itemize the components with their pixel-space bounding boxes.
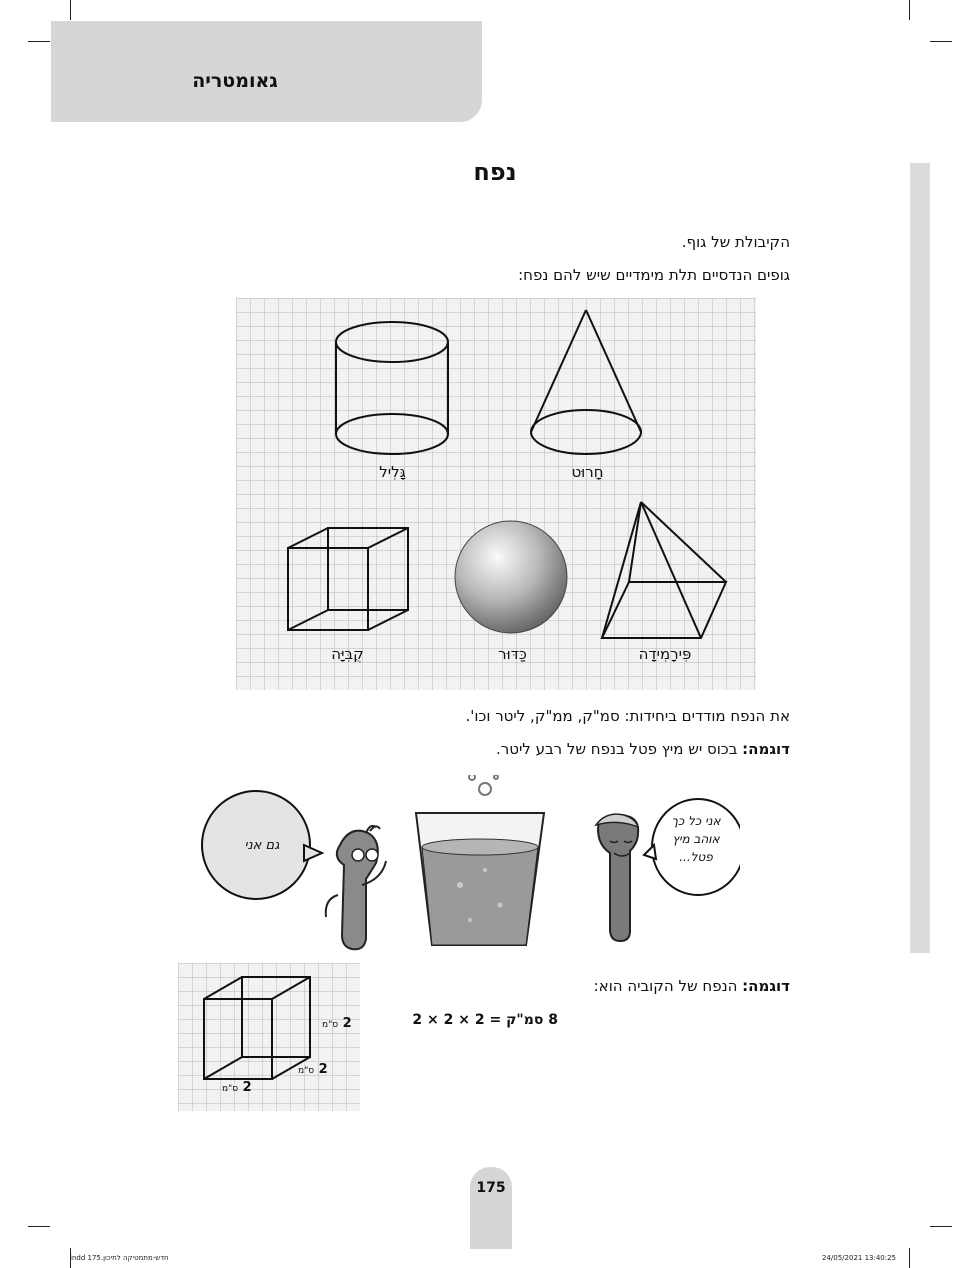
cone-label: חָרוּט [571,463,604,481]
page-title: נפח [473,158,517,186]
crop-mark [28,1226,50,1227]
crop-mark [909,1248,910,1268]
cube-label: קֻבִּיָּה [331,645,364,663]
crop-mark [28,41,50,42]
sphere-label: כַּדּוּר [498,645,527,663]
page-number: 175 [476,1180,506,1196]
footer-file: חדש-מתמטיקה לתיכון.indd 175 [70,1254,169,1262]
drink-bubbles [469,775,498,795]
intro-line-2: גופים הנדסיים תלת מימדיים שיש להם נפח: [518,266,790,284]
right-speech-line: אוהב מיץ [672,832,720,846]
crop-mark [909,0,910,20]
left-character-figure [326,826,386,949]
cube-height-label: 2 ס"מ [322,1016,352,1031]
left-speech-text: גם אני [244,838,280,853]
right-character-figure [596,814,638,941]
intro-line-1: הקיבולת של גוף. [681,233,790,251]
juice-glass [416,813,544,945]
volume-formula: 8 סמ"ק = 2 × 2 × 2 [412,1012,558,1028]
shapes-figure [236,298,756,690]
pyramid-label: פִּירָמִידָה [638,645,692,663]
cube-dimension-figure [178,963,360,1111]
right-speech-line: אני כל כך [671,814,721,828]
right-speech-line: פטל... [679,850,713,864]
crop-mark [930,41,952,42]
example-text: הנפח של הקוביה הוא: [593,977,738,995]
cylinder-label: גָּלִיל [379,463,406,481]
example-text: בכוס יש מיץ פטל בנפח של רבע ליטר. [495,740,738,758]
sphere-shape [455,521,567,633]
cube-depth-label: 2 ס"מ [298,1062,328,1077]
crop-mark [930,1226,952,1227]
example-label: דוגמה: [742,977,790,995]
example-label: דוגמה: [742,740,790,758]
crop-mark [70,0,71,20]
units-line: את הנפח מודדים ביחידות: סמ"ק, ממ"ק, ליטר וכו'. [465,707,790,725]
footer-date: 24/05/2021 13:40:25 [822,1254,897,1262]
section-title: גאומטריה [192,70,278,92]
example-1 [496,740,790,758]
cube-width-label: 2 ס"מ [222,1080,252,1095]
right-speech-text [656,812,736,866]
example-2 [594,977,790,995]
side-strip [910,163,930,953]
